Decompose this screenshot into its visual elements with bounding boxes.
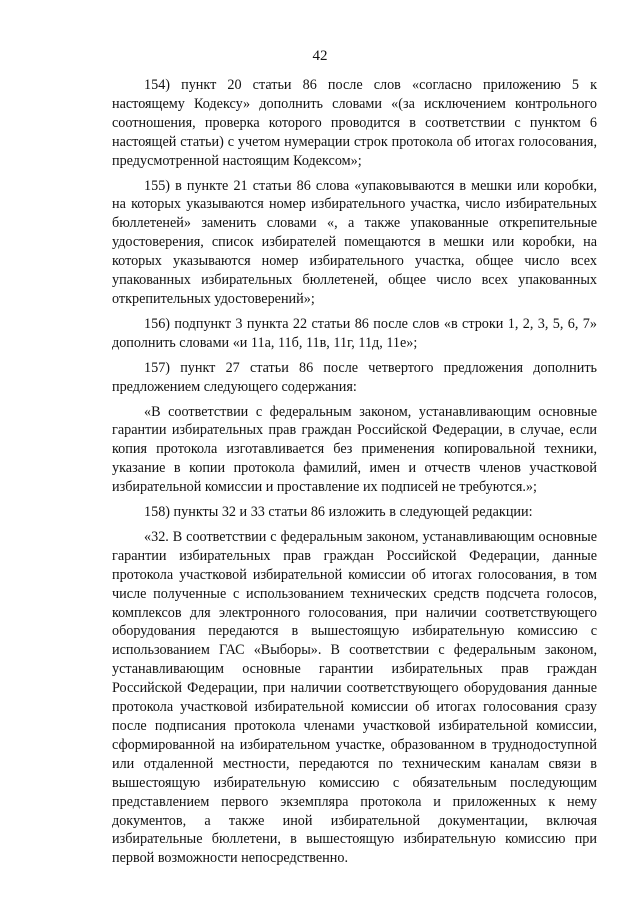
paragraph-156: 156) подпункт 3 пункта 22 статьи 86 после слов «в строки 1, 2, 3, 5, 6, 7» дополнить словами «и 11а, 11б, 11в, 11г, 11д, 11е»;	[112, 315, 597, 351]
paragraph-157: 157) пункт 27 статьи 86 после четвертого предложения дополнить предложением следующего содержания:	[112, 359, 597, 395]
document-body	[112, 76, 597, 874]
paragraph-158: 158) пункты 32 и 33 статьи 86 изложить в следующей редакции:	[144, 504, 533, 521]
paragraph-154: 154) пункт 20 статьи 86 после слов «согласно приложению 5 к настоящему Кодексу» дополнить словами «(за исключением контрольного соотношения, проверка которого проводится в соответствии с пунктом 6 настоящей статьи) с учетом нумерации строк протокола об итогах голосования, предусмотренной настоящим Кодексом»;	[112, 77, 597, 169]
quoted-text-158: «32. В соответствии с федеральным законом, устанавливающим основные гарантии избирательных прав граждан Российской Федерации, данные протокола участковой избирательной комиссии об итогах голосования, в том числе полученные с использованием технических средств подсчета голосов, комплексов для электронного голосования, при наличии соответствующего оборудования передаются в вышестоящую избирательную комиссию с использованием ГАС «Выборы». В соответствии с федеральным законом, устанавливающим основные гарантии избирательных прав граждан Российской Федерации, при наличии соответствующего оборудования данные протокола участковой избирательной комиссии об итогах голосования сразу после подписания протокола членами участковой избирательной комиссии, сформированной на избирательном участке, образованном в труднодоступной или отдаленной местности, передаются по техническим каналам связи в вышестоящую избирательную комиссию с обязательным последующим представлением первого экземпляра протокола и приложенных к нему документов, а также иной избирательной документации, включая избирательные бюллетени, в вышестоящую избирательную комиссию при первой возможности непосредственно.	[112, 528, 597, 867]
quoted-text-157: «В соответствии с федеральным законом, устанавливающим основные гарантии избирательных прав граждан Российской Федерации, в случае, если копия протокола изготавливается без применения копировальной техники, указание в копии протокола фамилий, имен и отчеств членов участковой избирательной комиссии и проставление их подписей не требуются.»;	[112, 403, 597, 496]
page-number: 42	[312, 48, 328, 64]
paragraph-155: 155) в пункте 21 статьи 86 слова «упаковываются в мешки или коробки, на которых указываются номер избирательного участка, число избирательных бюллетеней» заменить словами «, а также упакованные открепительные удостоверения, список избирателей помещаются в мешки или коробки, на которых указываются номер избирательного участка, общее число всех упакованных избирательных бюллетеней, общее число всех упакованных открепительных удостоверений»;	[112, 177, 597, 307]
